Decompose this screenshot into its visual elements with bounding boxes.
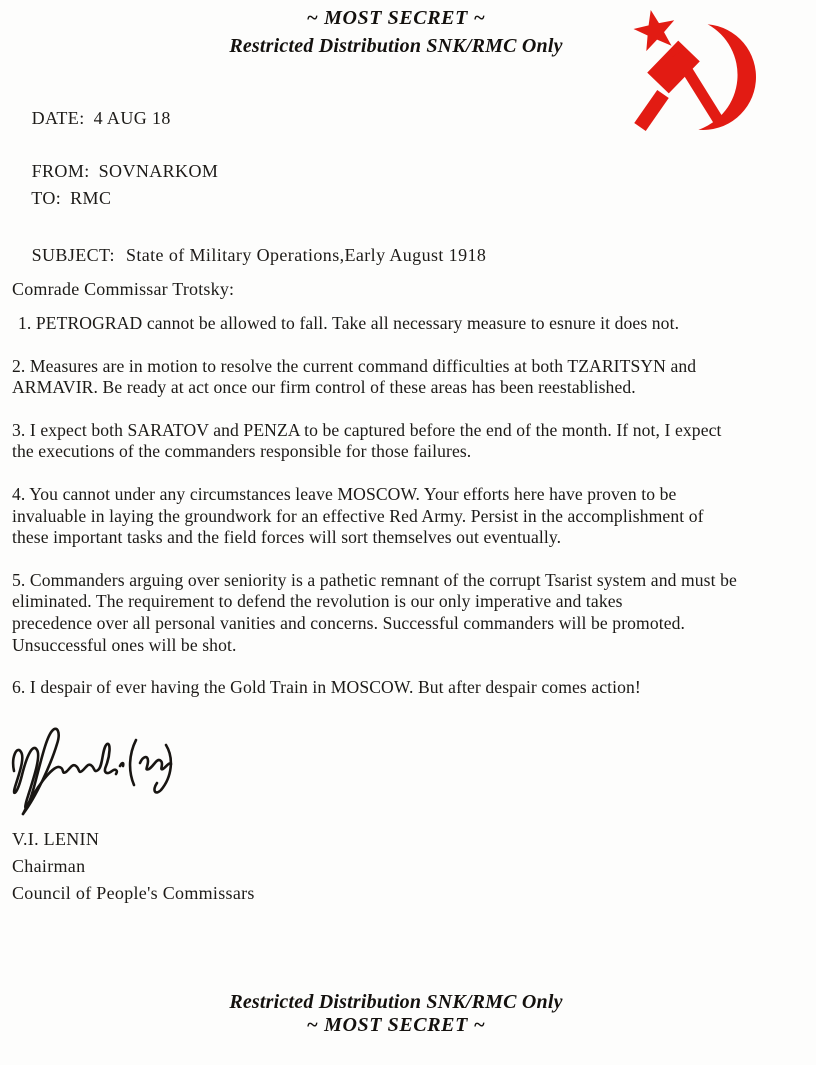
- paragraph-6: [12, 677, 800, 699]
- body-line: Unsuccessful ones will be shot.: [12, 634, 237, 655]
- body-line: 2. Measures are in motion to resolve the current command difficulties at both TZARITSYN and: [12, 355, 697, 376]
- signer-name: V.I. LENIN: [12, 829, 100, 849]
- signature-block: [12, 826, 255, 907]
- soviet-star-icon: [630, 6, 679, 53]
- to-value: RMC: [70, 188, 112, 208]
- bottom-banner: [0, 986, 792, 1037]
- from-label: FROM:: [31, 161, 90, 181]
- body-line: 4. You cannot under any circumstances leave MOSCOW. Your efforts here have proven to be: [12, 483, 677, 504]
- to-label: TO:: [31, 188, 62, 208]
- body-line: 1. PETROGRAD cannot be allowed to fall. Take all necessary measure to esnure it does not.: [18, 313, 680, 333]
- body-line: 3. I expect both SARATOV and PENZA to be captured before the end of the month. If not, I expect: [12, 419, 722, 440]
- body-line: ARMAVIR. Be ready at act once our firm control of these areas has been reestablished.: [12, 377, 636, 398]
- body-line: eliminated. The requirement to defend the revolution is our only imperative and takes: [12, 591, 623, 612]
- date-value: 4 AUG 18: [93, 108, 171, 128]
- signer-org: Council of People's Commissars: [12, 883, 255, 903]
- body-line: 5. Commanders arguing over seniority is a pathetic remnant of the corrupt Tsarist system and must be: [12, 569, 737, 590]
- body-line: 6. I despair of ever having the Gold Train in MOSCOW. But after despair comes action!: [12, 677, 641, 698]
- distribution-footer: Restricted Distribution SNK/RMC Only: [229, 991, 563, 1013]
- body-line: invaluable in laying the groundwork for an effective Red Army. Persist in the accomplishment of: [12, 505, 704, 526]
- lenin-handwritten-signature: [6, 710, 176, 822]
- classification-header: ~ MOST SECRET ~: [306, 7, 486, 29]
- signer-title: Chairman: [12, 856, 86, 876]
- subject-value: State of Military Operations,Early August 1918: [125, 245, 487, 265]
- subject-label: SUBJECT:: [31, 245, 115, 265]
- paragraph-4: [12, 484, 800, 549]
- date-label: DATE:: [31, 108, 85, 128]
- salutation: Comrade Commissar Trotsky:: [12, 279, 235, 299]
- hammer-and-sickle-logo: [627, 4, 760, 146]
- from-value: SOVNARKOM: [98, 161, 219, 181]
- classification-footer: ~ MOST SECRET ~: [306, 1014, 486, 1036]
- hammer-shape: [658, 51, 720, 123]
- body-line: these important tasks and the field forces will sort themselves out eventually.: [12, 527, 562, 548]
- body-line: precedence over all personal vanities and concerns. Successful commanders will be promoted.: [12, 612, 686, 633]
- paragraph-2: [12, 356, 800, 399]
- distribution-header: Restricted Distribution SNK/RMC Only: [229, 35, 563, 57]
- paragraph-1: [12, 313, 800, 335]
- body-line: the executions of the commanders responsible for those failures.: [12, 441, 472, 462]
- to-line: [12, 167, 111, 230]
- paragraph-5: [12, 570, 800, 656]
- paragraph-3: [12, 420, 800, 463]
- subject-line: [12, 224, 486, 287]
- memo-body: [12, 313, 800, 720]
